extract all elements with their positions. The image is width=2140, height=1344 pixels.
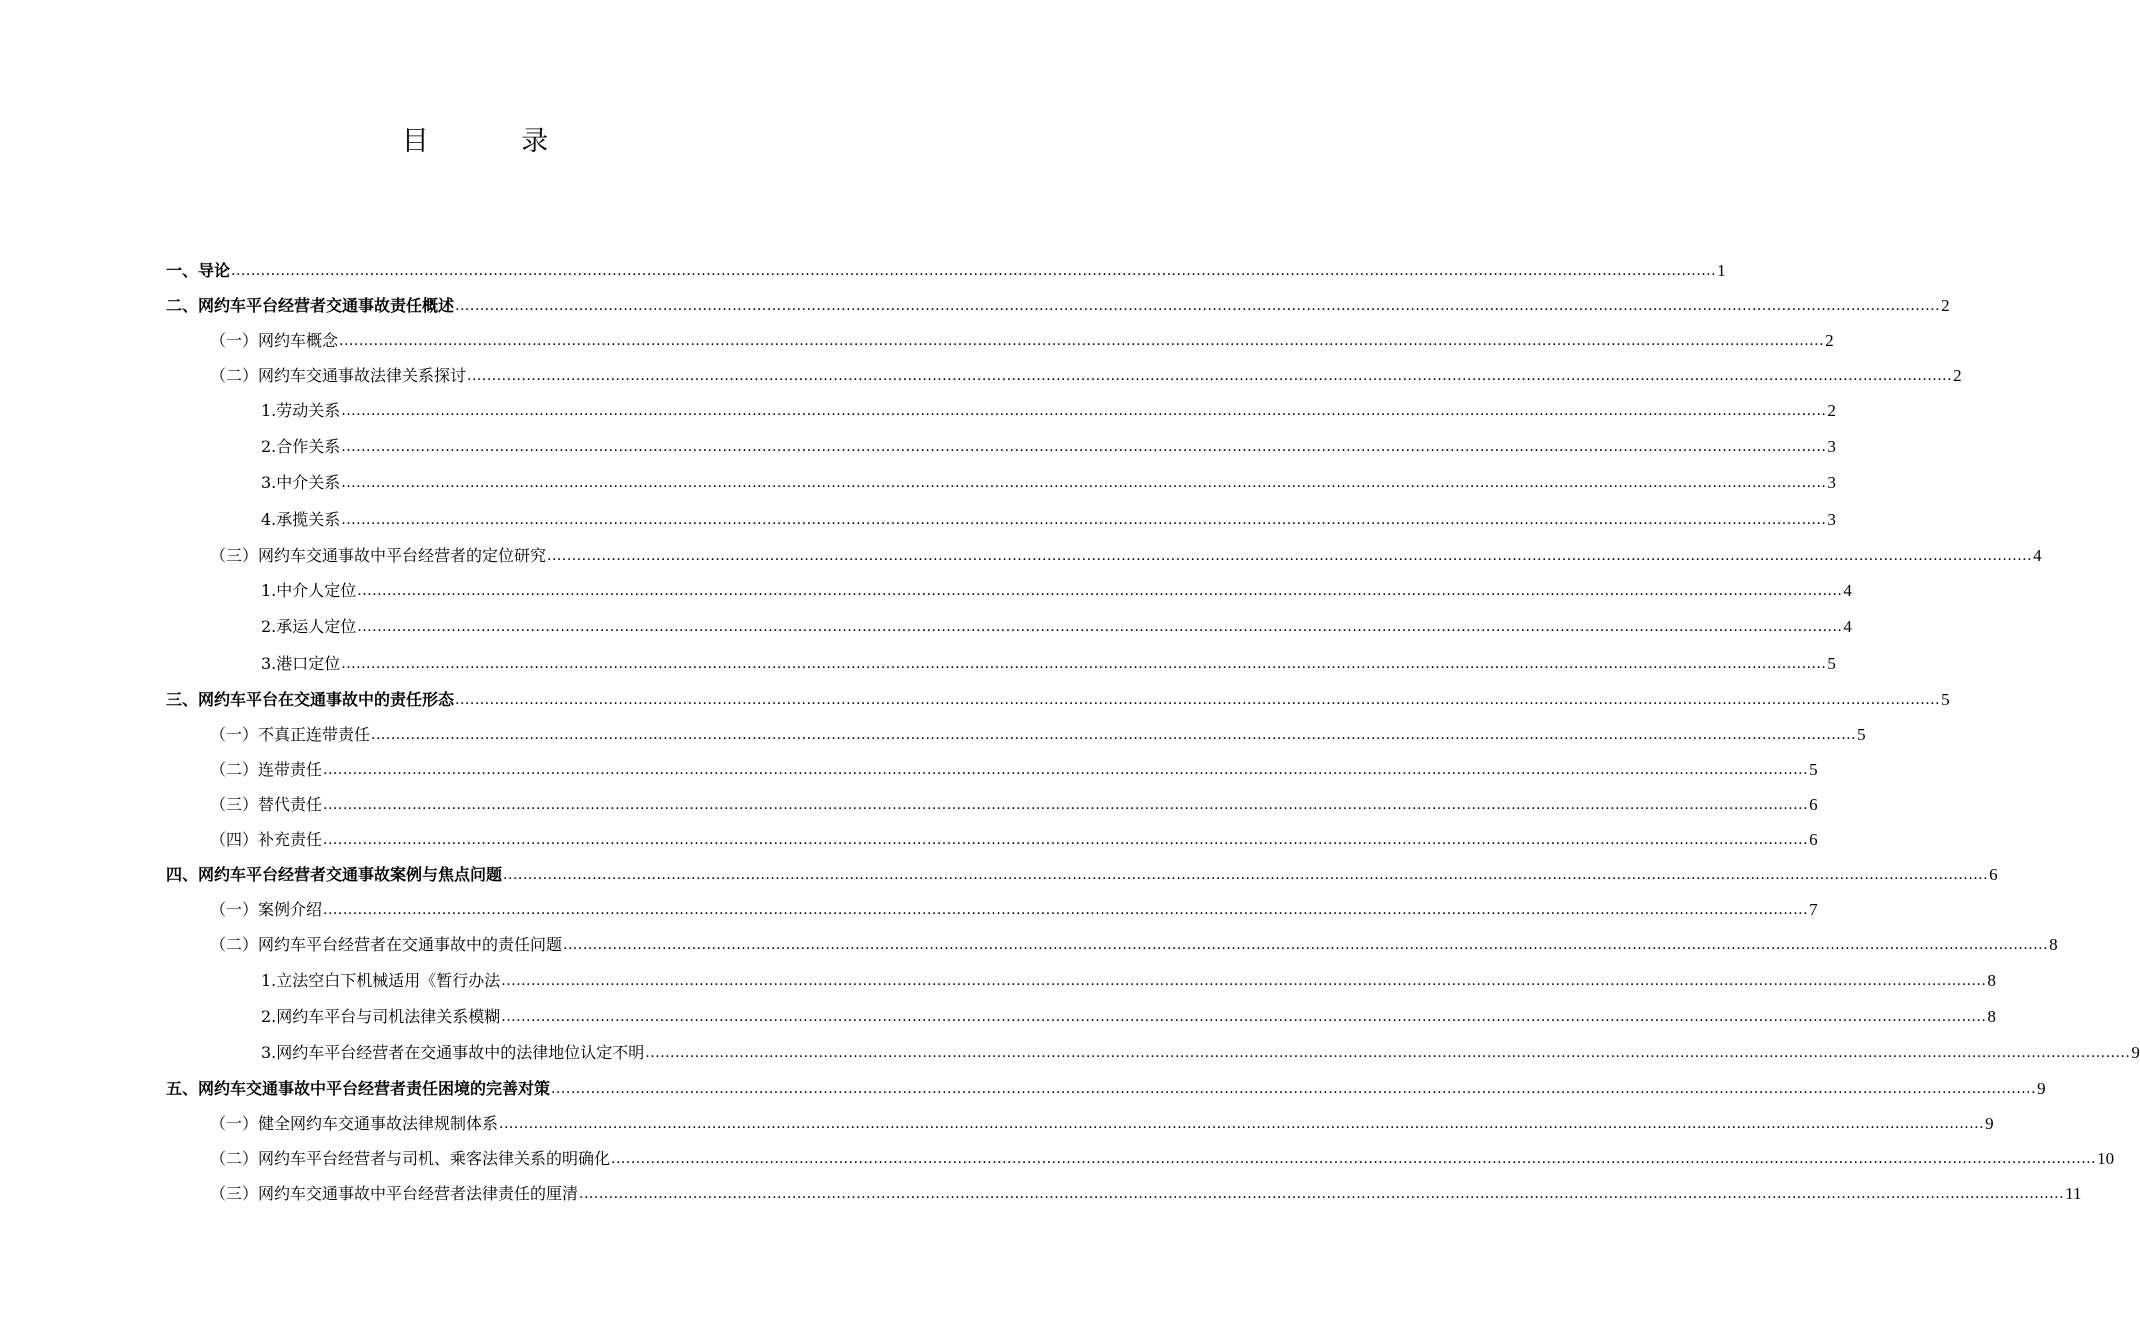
toc-page-number: 4 <box>2033 546 2042 565</box>
toc-leader-dots: ............................................................................................................................................................................................................................................................................................................ <box>323 902 1809 918</box>
toc-leader-dots: ............................................................................................................................................................................................................................................................................................................ <box>455 692 1941 708</box>
toc-leader-dots: ............................................................................................................................................................................................................................................................................................................ <box>503 867 1989 883</box>
toc-page-number: 5 <box>1941 690 1950 709</box>
page-title: 目 录 <box>401 126 591 157</box>
toc-entry[interactable] <box>166 291 1950 317</box>
toc-entry-label: 三、网约车平台在交通事故中的责任形态 <box>166 690 455 709</box>
toc-page-number: 3 <box>1827 510 1836 529</box>
toc-page-number: 2 <box>1941 296 1950 315</box>
toc-page-number: 4 <box>1843 581 1852 600</box>
toc-entry-label: 3.网约车平台经营者在交通事故中的法律地位认定不明 <box>261 1043 645 1062</box>
toc-entry[interactable] <box>261 1002 1996 1028</box>
toc-entry-label: （二）网约车平台经营者与司机、乘客法律关系的明确化 <box>210 1149 611 1168</box>
toc-page-number: 5 <box>1809 760 1818 779</box>
toc-page-number: 11 <box>2065 1184 2082 1203</box>
toc-entry-label: （三）替代责任 <box>210 795 323 814</box>
toc-leader-dots: ............................................................................................................................................................................................................................................................................................................ <box>645 1045 2131 1061</box>
toc-entry[interactable] <box>261 1038 2140 1064</box>
toc-page-number: 9 <box>2037 1079 2046 1098</box>
toc-entry[interactable] <box>166 685 1950 711</box>
toc-entry[interactable] <box>261 576 1852 602</box>
toc-entry-label: 2.承运人定位 <box>261 617 357 636</box>
toc-leader-dots: ............................................................................................................................................................................................................................................................................................................ <box>357 583 1843 599</box>
toc-leader-dots: ............................................................................................................................................................................................................................................................................................................ <box>563 937 2049 953</box>
toc-page-number: 10 <box>2097 1149 2115 1168</box>
toc-entry-label: 1.劳动关系 <box>261 401 341 420</box>
toc-leader-dots: ............................................................................................................................................................................................................................................................................................................ <box>467 368 1953 384</box>
toc-entry[interactable] <box>210 326 1834 352</box>
toc-leader-dots: ............................................................................................................................................................................................................................................................................................................ <box>341 656 1827 672</box>
toc-leader-dots: ............................................................................................................................................................................................................................................................................................................ <box>551 1081 2037 1097</box>
toc-leader-dots: ............................................................................................................................................................................................................................................................................................................ <box>455 298 1941 314</box>
toc-entry-label: （三）网约车交通事故中平台经营者的定位研究 <box>210 546 547 565</box>
toc-leader-dots: ............................................................................................................................................................................................................................................................................................................ <box>341 512 1827 528</box>
toc-entry[interactable] <box>210 790 1818 816</box>
toc-page-number: 3 <box>1827 473 1836 492</box>
toc-entry-label: 1.立法空白下机械适用《暂行办法 <box>261 971 501 990</box>
toc-entry-label: （二）网约车平台经营者在交通事故中的责任问题 <box>210 935 563 954</box>
toc-entry-label: 4.承揽关系 <box>261 510 341 529</box>
toc-entry[interactable] <box>261 612 1852 638</box>
toc-entry-label: 2.网约车平台与司机法律关系模糊 <box>261 1007 501 1026</box>
toc-entry-label: （一）不真正连带责任 <box>210 725 371 744</box>
toc-entry-label: （一）案例介绍 <box>210 900 323 919</box>
toc-page-number: 4 <box>1843 617 1852 636</box>
toc-page-number: 8 <box>1987 971 1996 990</box>
toc-leader-dots: ............................................................................................................................................................................................................................................................................................................ <box>611 1151 2097 1167</box>
toc-entry[interactable] <box>261 432 1836 458</box>
toc-page-number: 6 <box>1809 795 1818 814</box>
toc-entry-label: 2.合作关系 <box>261 437 341 456</box>
toc-entry[interactable] <box>210 1179 2082 1205</box>
toc-page-number: 8 <box>2049 935 2058 954</box>
toc-entry[interactable] <box>210 361 1962 387</box>
toc-entry-label: 1.中介人定位 <box>261 581 357 600</box>
toc-entry-label: 3.中介关系 <box>261 473 341 492</box>
toc-page-number: 1 <box>1717 261 1726 280</box>
toc-entry-label: 3.港口定位 <box>261 654 341 673</box>
toc-page-number: 2 <box>1827 401 1836 420</box>
toc-leader-dots: ............................................................................................................................................................................................................................................................................................................ <box>371 727 1857 743</box>
toc-entry[interactable] <box>210 930 2058 956</box>
toc-entry[interactable] <box>210 1109 1994 1135</box>
toc-leader-dots: ............................................................................................................................................................................................................................................................................................................ <box>501 973 1987 989</box>
toc-leader-dots: ............................................................................................................................................................................................................................................................................................................ <box>579 1186 2065 1202</box>
toc-page-number: 5 <box>1857 725 1866 744</box>
toc-leader-dots: ............................................................................................................................................................................................................................................................................................................ <box>323 762 1809 778</box>
toc-leader-dots: ............................................................................................................................................................................................................................................................................................................ <box>339 333 1825 349</box>
toc-page-number: 9 <box>2131 1043 2140 1062</box>
toc-entry[interactable] <box>210 720 1866 746</box>
toc-page-number: 6 <box>1989 865 1998 884</box>
toc-page-number: 2 <box>1825 331 1834 350</box>
toc-page-number: 6 <box>1809 830 1818 849</box>
toc-entry-label: （一）网约车概念 <box>210 331 339 350</box>
toc-entry[interactable] <box>166 256 1726 282</box>
toc-entry-label: （二）网约车交通事故法律关系探讨 <box>210 366 467 385</box>
toc-page-number: 7 <box>1809 900 1818 919</box>
toc-entry[interactable] <box>210 1144 2115 1170</box>
toc-leader-dots: ............................................................................................................................................................................................................................................................................................................ <box>341 439 1827 455</box>
toc-leader-dots: ............................................................................................................................................................................................................................................................................................................ <box>499 1116 1985 1132</box>
toc-entry[interactable] <box>166 860 1998 886</box>
toc-entry[interactable] <box>261 649 1836 675</box>
toc-entry[interactable] <box>210 825 1818 851</box>
toc-entry-label: （二）连带责任 <box>210 760 323 779</box>
toc-entry[interactable] <box>210 895 1818 921</box>
toc-entry[interactable] <box>166 1074 2046 1100</box>
toc-leader-dots: ............................................................................................................................................................................................................................................................................................................ <box>501 1009 1987 1025</box>
toc-entry-label: 一、导论 <box>166 261 231 280</box>
toc-entry-label: （四）补充责任 <box>210 830 323 849</box>
toc-leader-dots: ............................................................................................................................................................................................................................................................................................................ <box>323 832 1809 848</box>
toc-leader-dots: ............................................................................................................................................................................................................................................................................................................ <box>323 797 1809 813</box>
toc-leader-dots: ............................................................................................................................................................................................................................................................................................................ <box>341 403 1827 419</box>
toc-entry-label: 四、网约车平台经营者交通事故案例与焦点问题 <box>166 865 503 884</box>
toc-entry[interactable] <box>261 966 1996 992</box>
toc-entry[interactable] <box>261 505 1836 531</box>
toc-entry-label: （一）健全网约车交通事故法律规制体系 <box>210 1114 499 1133</box>
toc-leader-dots: ............................................................................................................................................................................................................................................................................................................ <box>231 263 1717 279</box>
toc-page-number: 3 <box>1827 437 1836 456</box>
toc-entry-label: 二、网约车平台经营者交通事故责任概述 <box>166 296 455 315</box>
toc-page-number: 8 <box>1987 1007 1996 1026</box>
toc-page-number: 5 <box>1827 654 1836 673</box>
toc-leader-dots: ............................................................................................................................................................................................................................................................................................................ <box>341 475 1827 491</box>
toc-entry-label: （三）网约车交通事故中平台经营者法律责任的厘清 <box>210 1184 579 1203</box>
toc-page-number: 2 <box>1953 366 1962 385</box>
toc-entry[interactable] <box>210 755 1818 781</box>
toc-entry[interactable] <box>210 541 2042 567</box>
toc-leader-dots: ............................................................................................................................................................................................................................................................................................................ <box>357 619 1843 635</box>
toc-entry-label: 五、网约车交通事故中平台经营者责任困境的完善对策 <box>166 1079 551 1098</box>
toc-entry[interactable] <box>261 468 1836 494</box>
toc-entry[interactable] <box>261 396 1836 422</box>
toc-page-number: 9 <box>1985 1114 1994 1133</box>
toc-leader-dots: ............................................................................................................................................................................................................................................................................................................ <box>547 548 2033 564</box>
